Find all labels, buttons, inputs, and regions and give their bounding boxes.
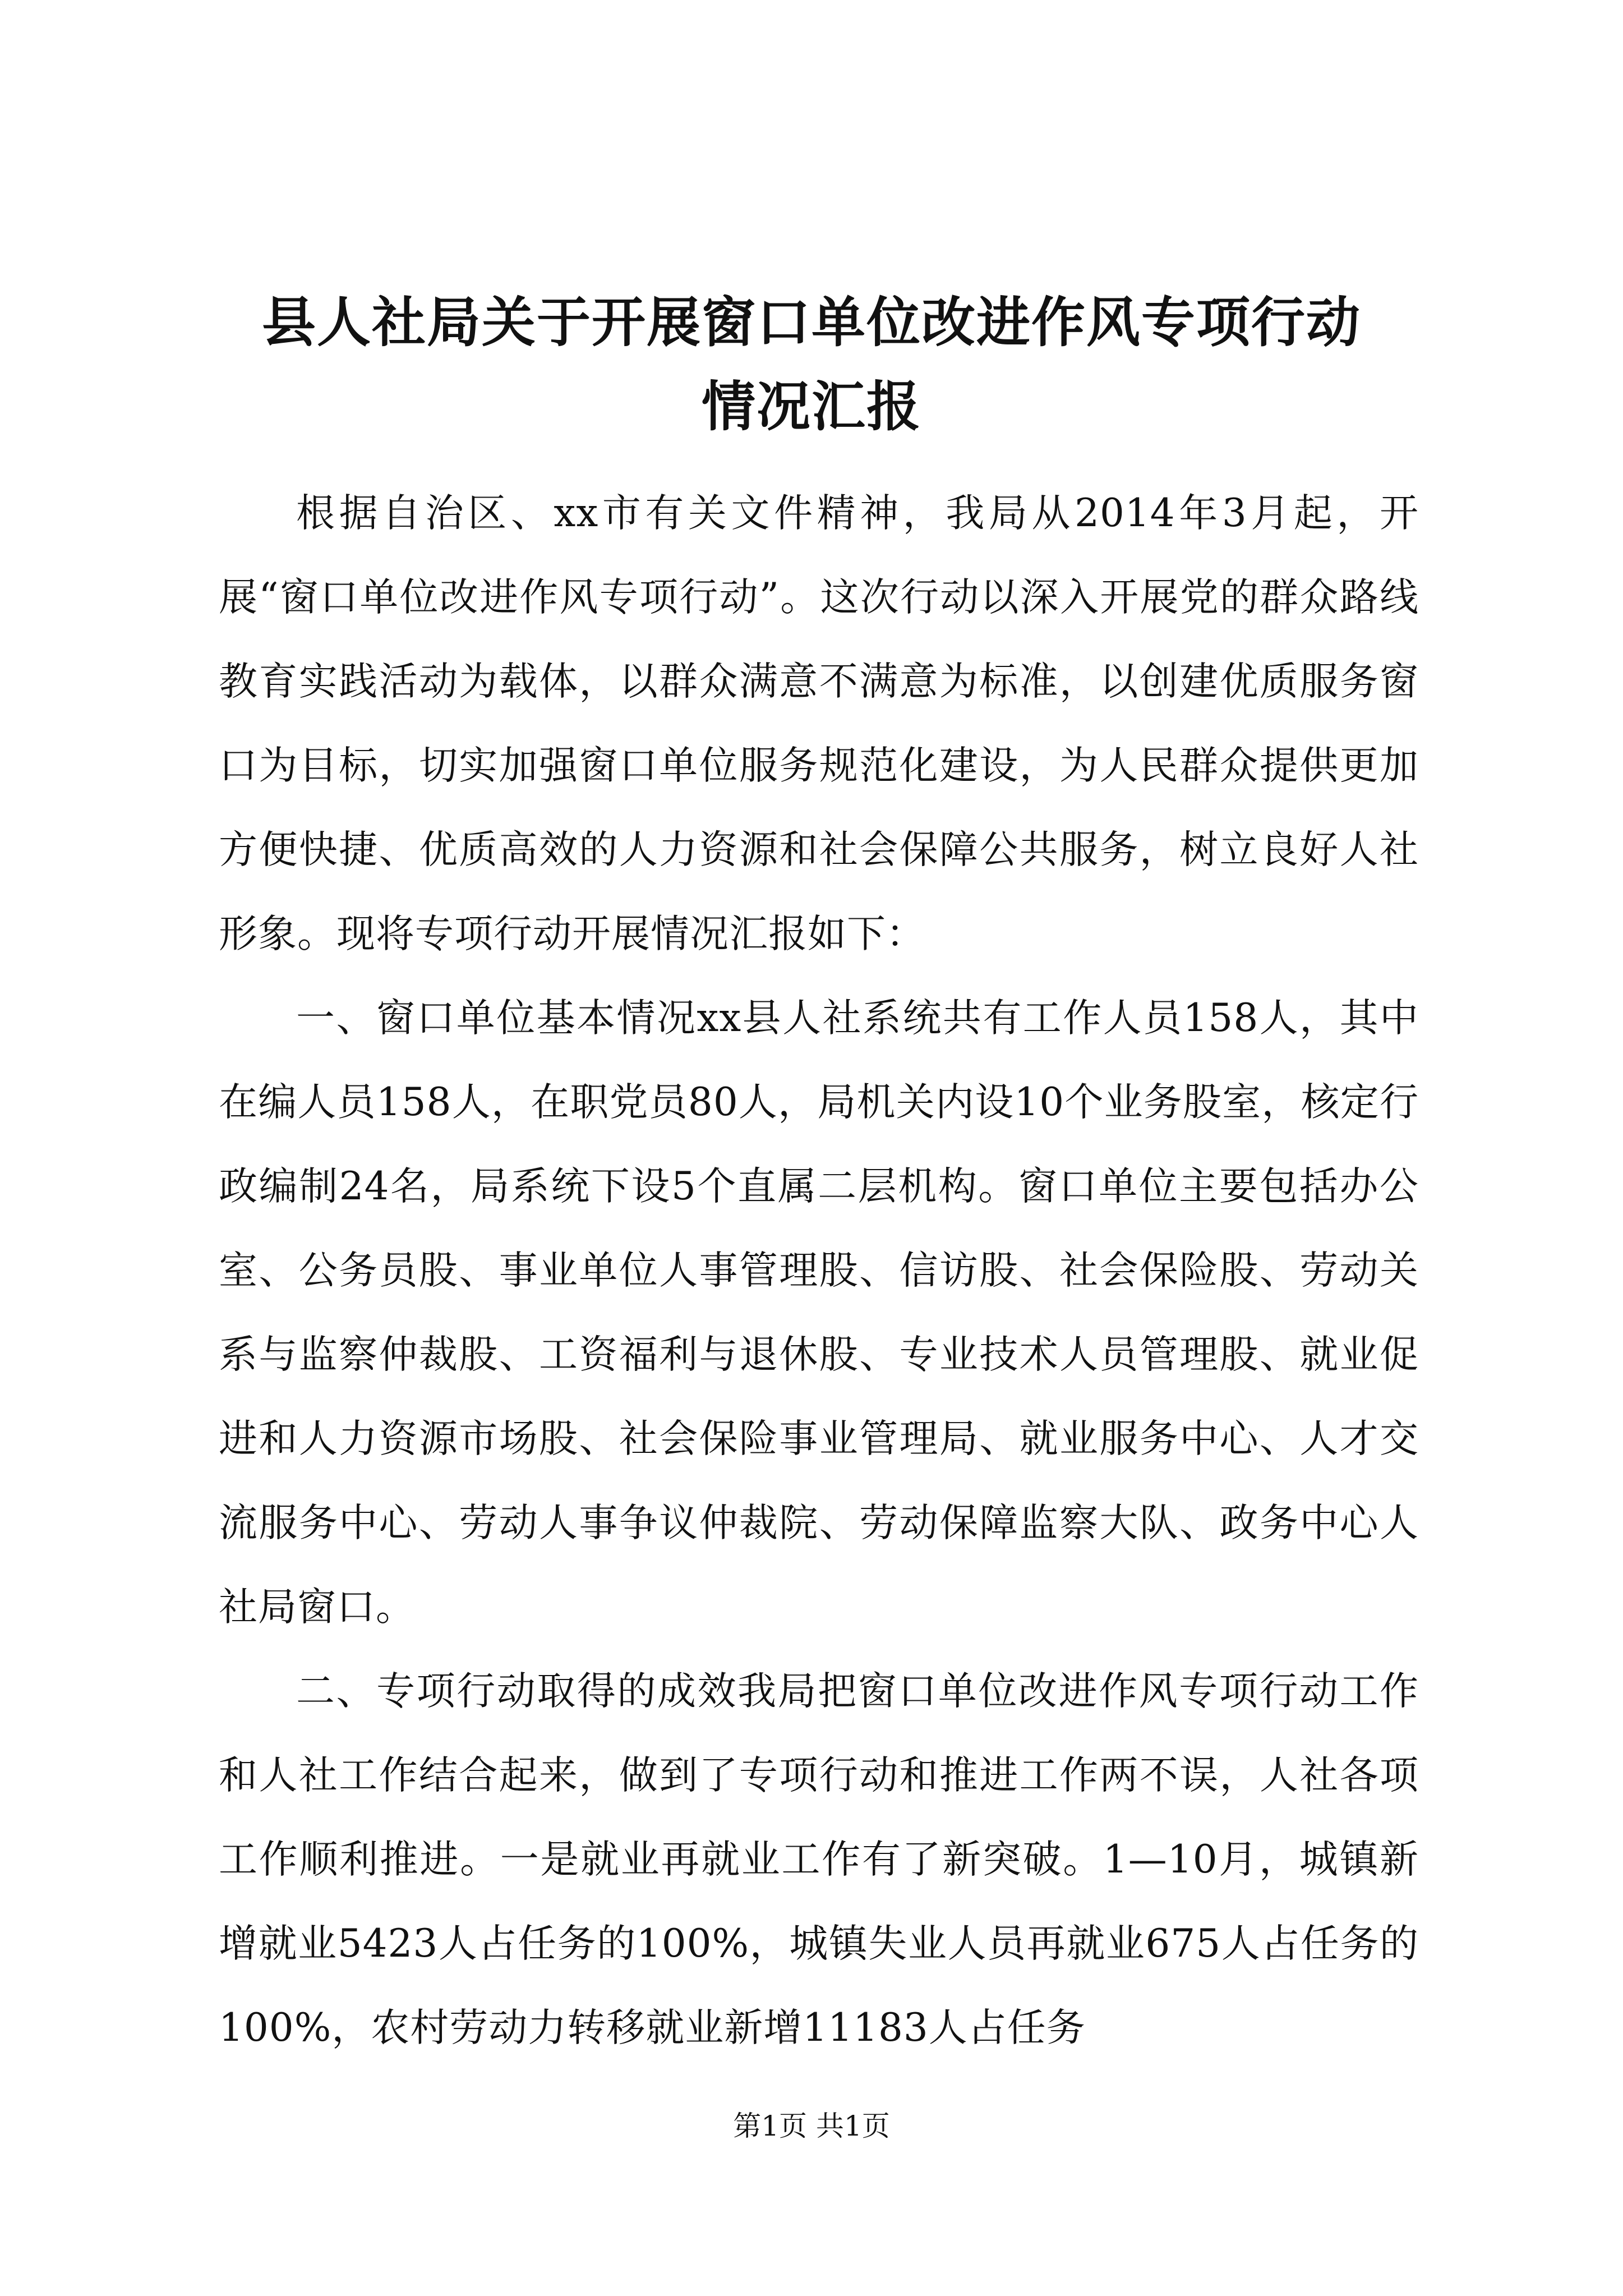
paragraph-section-1: 一、窗口单位基本情况xx县人社系统共有工作人员158人，其中在编人员158人，在职党员80人，局机关内设10个业务股室，核定行政编制24名，局系统下设5个直属二层机构。窗口单位主要包括办公室、公务员股、事业单位人事管理股、信访股、社会保险股、劳动关系与监察仲裁股、工资福利与退休股、专业技术人员管理股、就业促进和人力资源市场股、社会保险事业管理局、就业服务中心、人才交流服务中心、劳动人事争议仲裁院、劳动保障监察大队、政务中心人社局窗口。: [219, 996, 1419, 1630]
document-title: [185, 280, 1438, 449]
title-line-1: 县人社局关于开展窗口单位改进作风专项行动: [262, 291, 1361, 354]
page-footer: 第1页 共1页: [733, 2110, 890, 2142]
title-line-2: 情况汇报: [702, 375, 921, 438]
paragraph-section-2: 二、专项行动取得的成效我局把窗口单位改进作风专项行动工作和人社工作结合起来，做到了专项行动和推进工作两不误，人社各项工作顺利推进。一是就业再就业工作有了新突破。1—10月，城镇新增就业5423人占任务的100%，城镇失业人员再就业675人占任务的100%，农村劳动力转移就业新增11183人占任务: [219, 1669, 1419, 2050]
document-body: [219, 471, 1419, 2070]
paragraph-intro: 根据自治区、xx市有关文件精神，我局从2014年3月起，开展“窗口单位改进作风专项行动”。这次行动以深入开展党的群众路线教育实践活动为载体，以群众满意不满意为标准，以创建优质服务窗口为目标，切实加强窗口单位服务规范化建设，为人民群众提供更加方便快捷、优质高效的人力资源和社会保障公共服务，树立良好人社形象。现将专项行动开展情况汇报如下：: [219, 491, 1419, 956]
